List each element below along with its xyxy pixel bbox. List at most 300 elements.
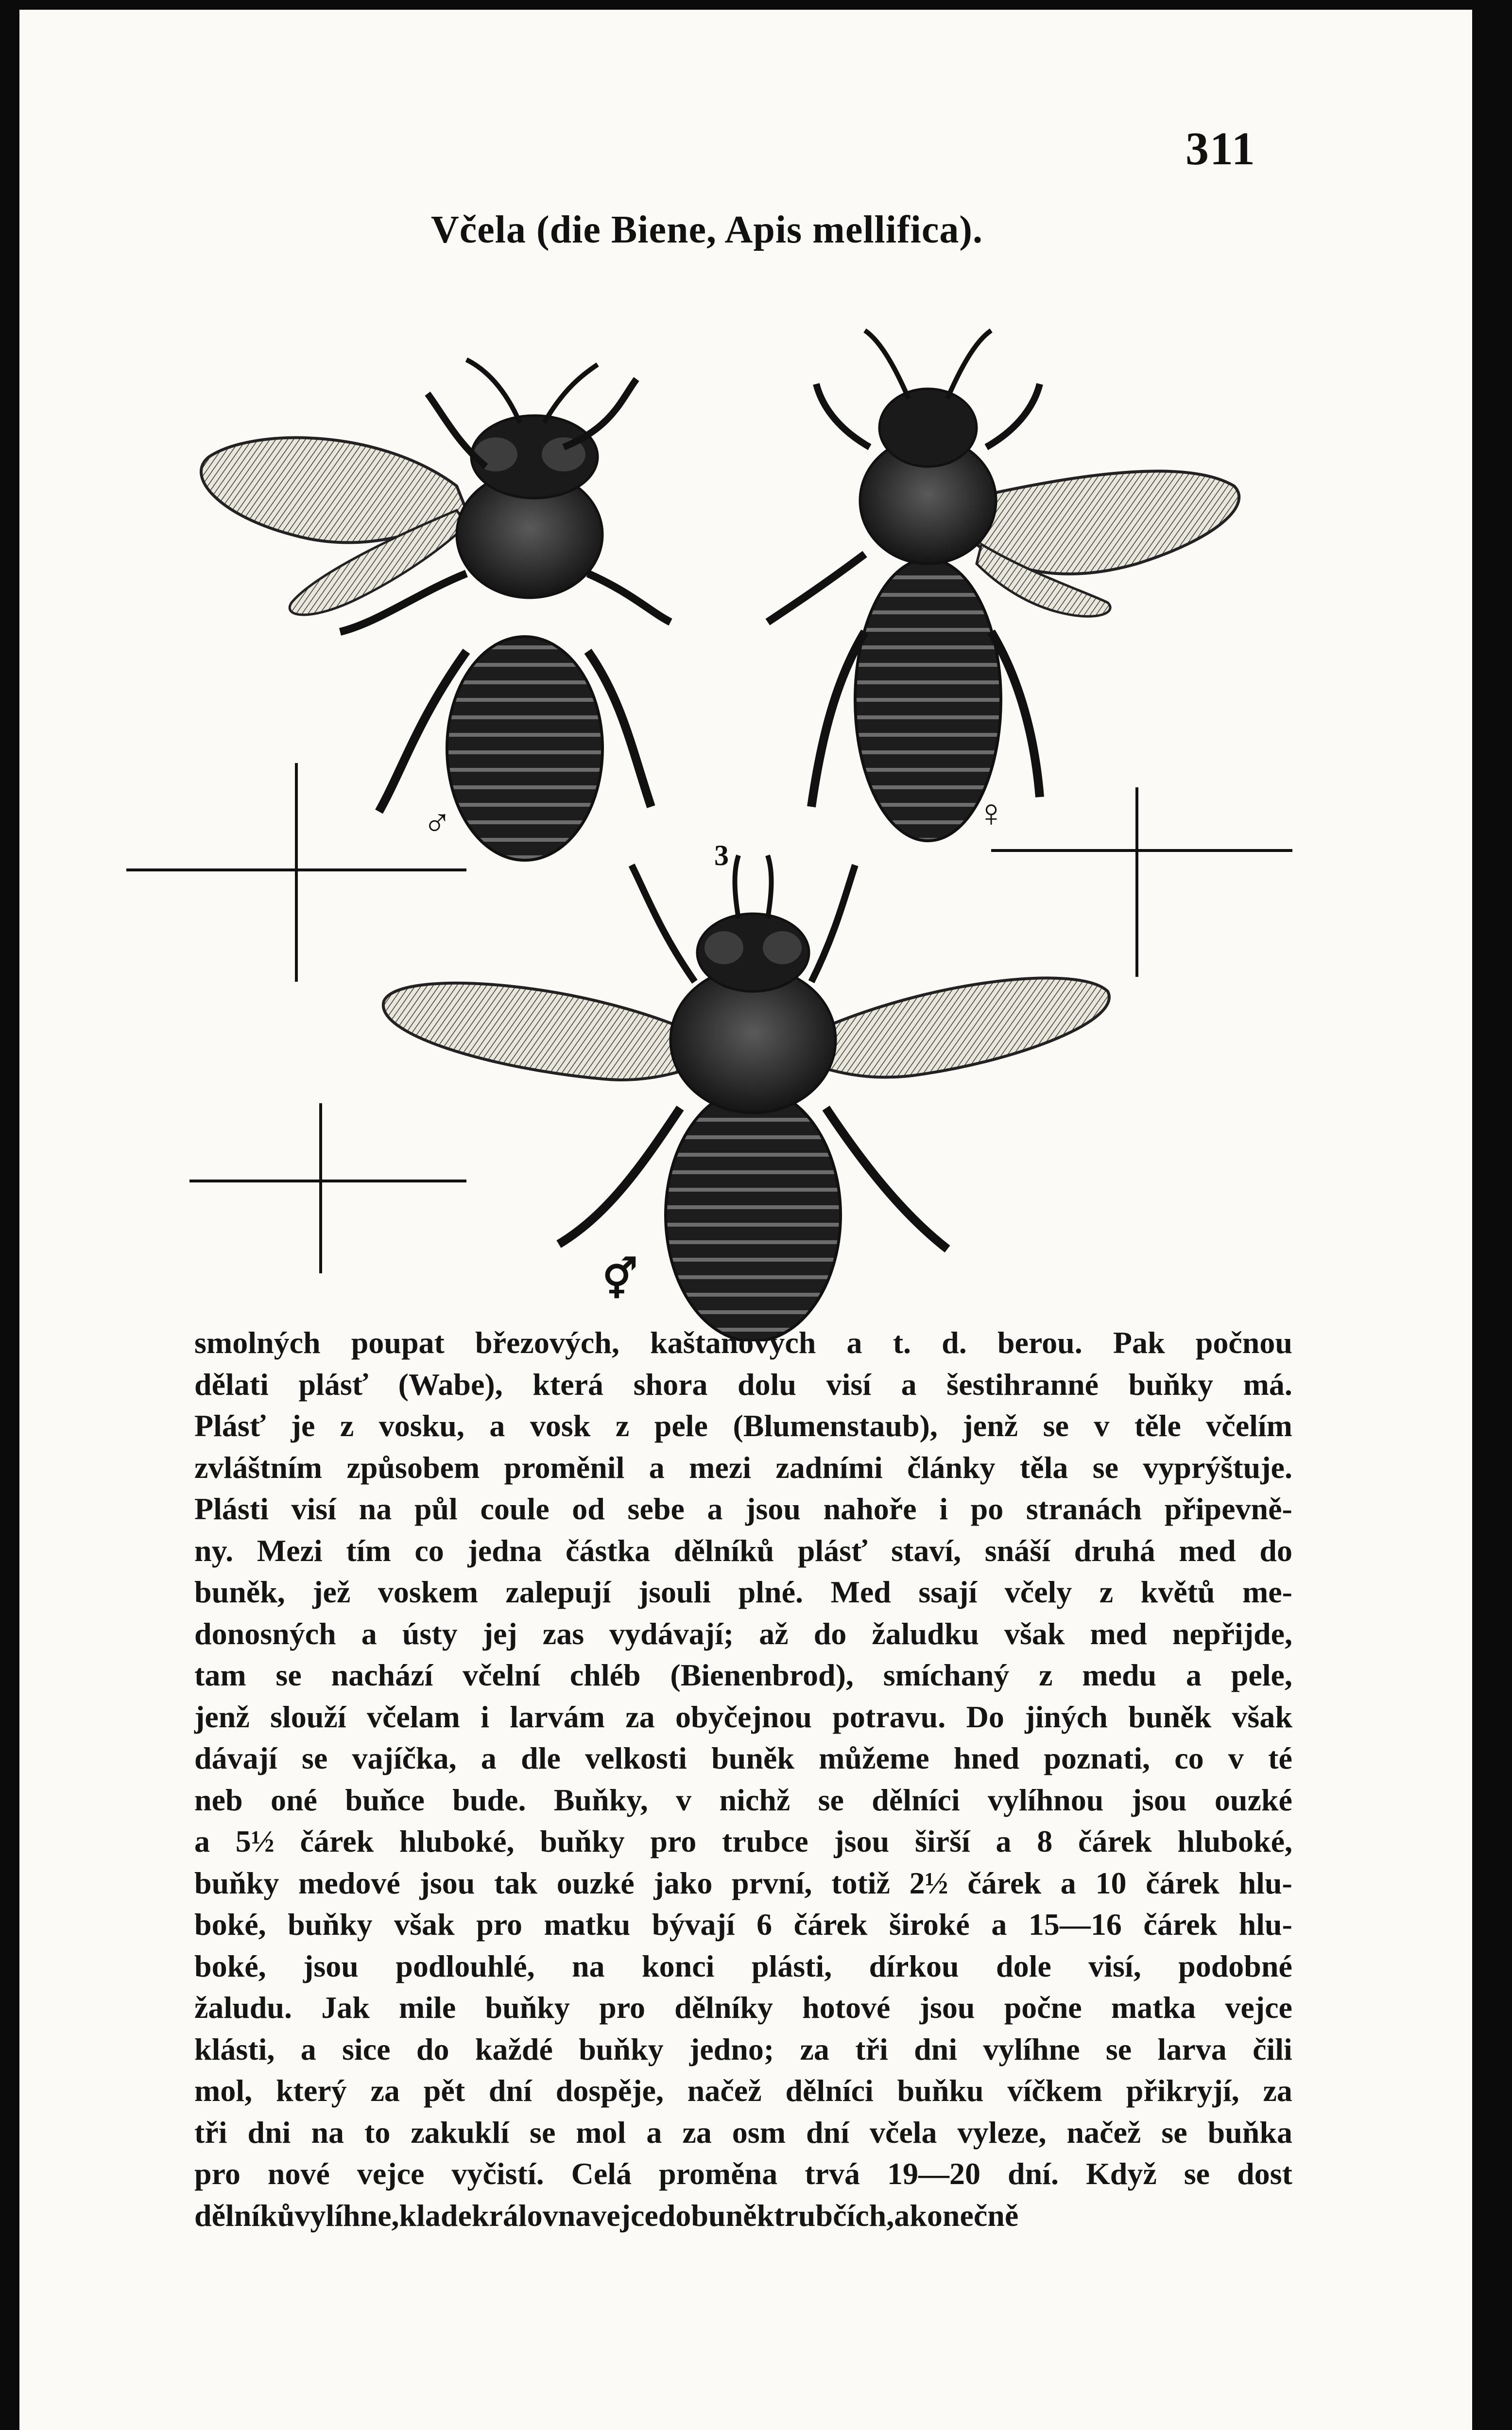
text-line-15 [194,1904,1292,1945]
word: Celá [571,2156,632,2191]
word: poupat [351,1325,445,1360]
word: za [370,2073,400,2108]
word: chléb [569,1658,641,1692]
word: a [894,2198,910,2233]
word: pro [194,2156,241,2191]
word: první, [732,1865,812,1900]
word: medové [298,1865,400,1900]
word: do [416,2031,449,2066]
word: šestihranné [946,1367,1099,1402]
word: visí, [1088,1948,1141,1983]
word: a [991,1907,1007,1942]
word: pět [423,2073,465,2108]
hermaphrodite-symbol-label: ⚥ [602,1259,638,1302]
word: smíchaný [883,1658,1010,1692]
word: 19—20 [887,2156,980,2191]
bee-figure-queen [768,330,1239,841]
word: načež [1066,2115,1141,2150]
word: čárek [300,1824,374,1858]
word: tři [194,2115,227,2150]
word: jiných [1025,1699,1108,1734]
word: Med [830,1575,891,1609]
word: podobné [1178,1948,1292,1983]
text-line-3 [194,1405,1292,1447]
word: coule [480,1492,550,1526]
text-line-21 [194,2153,1292,2195]
word: žaludku [872,1616,979,1651]
word: velkosti [585,1741,687,1775]
text-line-5 [194,1488,1292,1530]
word: a [846,1325,862,1360]
word: mezi [689,1450,751,1485]
word: buňku [897,2073,984,2108]
word: a [194,1824,210,1858]
word: d. [942,1325,967,1360]
word: larva [1157,2031,1227,2066]
word: hluboké, [399,1824,515,1858]
word: za [625,1699,655,1734]
word: mol [576,2115,626,2150]
word: tím [346,1533,391,1568]
word: dávají [194,1741,277,1775]
word: buňky [194,1865,279,1900]
word: klade [399,2198,472,2233]
word: vajíčka, [352,1741,457,1775]
word: vyčistí. [451,2156,544,2191]
word: vylíhne, [294,2198,399,2233]
word: proměnil [504,1450,625,1485]
text-line-9 [194,1654,1292,1696]
word: plásti, [751,1948,832,1983]
word: buňky [288,1907,373,1942]
word: (Bienenbrod), [670,1658,854,1692]
word: zakuklí [411,2115,510,2150]
word: buněk [691,2198,774,2233]
bee-figure-worker [201,360,670,860]
word: pele, [1231,1658,1292,1692]
word: stranách [1026,1492,1142,1526]
word: buňky [540,1824,625,1858]
word: Do [966,1699,1004,1734]
word: a [481,1741,497,1775]
word: med [1090,1616,1147,1651]
word: mile [399,1990,456,2025]
word: buněk, [194,1575,285,1609]
word: vejce [1225,1990,1292,2025]
word: v [1228,1741,1244,1775]
word: se [1184,2156,1210,2191]
word: čárek [1143,1907,1218,1942]
word: dospěje, [555,2073,664,2108]
word: boké, [194,1948,266,1983]
word: sice [342,2031,391,2066]
word: i [481,1699,489,1734]
word: a [707,1492,723,1526]
text-line-1 [194,1322,1292,1364]
plate-title: Včela (die Biene, Apis mellifica). [430,208,983,251]
word: články [907,1450,996,1485]
word: trubčích, [774,2198,894,2233]
word: se [1105,2031,1132,2066]
word: té [1268,1741,1292,1775]
text-line-2 [194,1364,1292,1406]
word: buňky [485,1990,570,2025]
word: ssají [918,1575,978,1609]
word: která [533,1367,603,1402]
word: pele [654,1408,708,1443]
text-line-20 [194,2112,1292,2153]
word: však [1004,1616,1065,1651]
word: do [1259,1533,1292,1568]
word: každé [475,2031,553,2066]
text-line-4 [194,1447,1292,1489]
word: počne [1004,1990,1082,2025]
word: nachází [331,1658,433,1692]
body-text [194,1322,1292,2236]
word: (Blumenstaub), [733,1408,938,1443]
word: zadními [775,1450,883,1485]
word: vosku, [378,1408,464,1443]
word: to [364,2115,391,2150]
word: medu [1082,1658,1157,1692]
word: však [1232,1699,1292,1734]
word: larvám [510,1699,605,1734]
word: pro [650,1824,697,1858]
text-line-6 [194,1530,1292,1572]
word: jej [482,1616,517,1651]
word: boké, [194,1907,266,1942]
word: půl [414,1492,458,1526]
word: a [646,2115,662,2150]
word: hlu- [1238,1865,1292,1900]
word: jsou [419,1865,475,1900]
word: se [1161,2115,1187,2150]
word: bývají [652,1907,735,1942]
word: těla [1019,1450,1068,1485]
word: buňky [1128,1367,1213,1402]
word: včely [1004,1575,1072,1609]
word: březových, [475,1325,619,1360]
word: čili [1253,2031,1292,2066]
word: do [813,1616,847,1651]
word: má. [1243,1367,1292,1402]
word: jsou [303,1948,359,1983]
word: včelím [1206,1408,1292,1443]
word: sebe [627,1492,685,1526]
word: a [996,1824,1012,1858]
word: co [414,1533,444,1568]
word: čárek [1146,1865,1220,1900]
word: ouzké [1214,1782,1292,1817]
word: dírkou [869,1948,959,1983]
word: vejce [357,2156,425,2191]
word: tam [194,1658,246,1692]
word: 5½ [235,1824,275,1858]
word: pro [476,1907,522,1942]
word: vosk [530,1408,591,1443]
word: slouží [270,1699,346,1734]
word: na [572,1948,605,1983]
word: se [1092,1450,1119,1485]
word: proměna [659,2156,778,2191]
word: jenž [194,1699,250,1734]
word: plásť [298,1367,369,1402]
word: mol, [194,2073,253,2108]
word: z [1099,1575,1114,1609]
text-line-8 [194,1613,1292,1655]
word: se [1043,1408,1069,1443]
word: dost [1237,2156,1292,2191]
word: dělníci [785,2073,874,2108]
word: v [1094,1408,1110,1443]
word: jsou [745,1492,801,1526]
word: Plásti [194,1492,269,1526]
text-line-17 [194,1987,1292,2029]
word: ouzké [556,1865,635,1900]
word: za [1263,2073,1292,2108]
word: a [361,1616,377,1651]
word: se [275,1658,302,1692]
word: Buňky, [553,1782,648,1817]
word: počnou [1195,1325,1292,1360]
word: těle [1134,1408,1181,1443]
word: buňce [345,1782,425,1817]
word: dní. [1007,2156,1059,2191]
word: dělati [194,1367,269,1402]
word: co [1174,1741,1204,1775]
word: a [300,2031,316,2066]
word: na [311,2115,344,2150]
word: potravu. [832,1699,946,1734]
word: hluboké, [1177,1824,1292,1858]
word: smolných [194,1325,321,1360]
word: nepřijde, [1172,1616,1292,1651]
word: hlu- [1238,1907,1292,1942]
word: (Wabe), [398,1367,503,1402]
word: je [291,1408,315,1443]
text-line-11 [194,1737,1292,1779]
word: tak [494,1865,537,1900]
word: jsouli [638,1575,711,1609]
word: zalepují [505,1575,611,1609]
male-symbol-label: ♂ [423,802,452,845]
word: nahoře [823,1492,917,1526]
word: druhá [1074,1533,1155,1568]
word: vylíhne [983,2031,1080,2066]
word: z [340,1408,354,1443]
word: a [901,1367,917,1402]
word: pro [599,1990,645,2025]
word: jenž [962,1408,1018,1443]
word: 8 [1037,1824,1053,1858]
word: snáší [984,1533,1050,1568]
text-line-10 [194,1696,1292,1738]
word: a [1186,1658,1202,1692]
word: Když [1085,2156,1157,2191]
word: klásti, [194,2031,275,2066]
word: trvá [805,2156,860,2191]
word: včela [869,2115,937,2150]
word: totiž [831,1865,890,1900]
word: a [489,1408,505,1443]
bee-illustration [107,282,1322,1341]
word: 2½ [909,1865,948,1900]
word: Jak [321,1990,370,2025]
word: vydávají; [609,1616,734,1651]
word: a [1060,1865,1076,1900]
word: zvláštním [194,1450,323,1485]
word: dle [521,1741,561,1775]
word: buňka [1207,2115,1292,2150]
word: jsou [919,1990,975,2025]
word: nové [267,2156,330,2191]
word: neb [194,1782,243,1817]
word: víčkem [1007,2073,1102,2108]
text-line-12 [194,1779,1292,1821]
word: Mezi [257,1533,323,1568]
word: berou. [997,1325,1082,1360]
word: jako [653,1865,713,1900]
word: vyprýštuje. [1143,1450,1292,1485]
word: včelam [366,1699,460,1734]
word: však [394,1907,455,1942]
word: hned [953,1741,1020,1775]
word: dní [806,2115,849,2150]
word: čárek [793,1907,868,1942]
word: včelní [463,1658,541,1692]
word: který [275,2073,347,2108]
word: od [572,1492,605,1526]
word: donosných [194,1616,336,1651]
word: med [1179,1533,1236,1568]
word: můžeme [819,1741,929,1775]
word: po [970,1492,1004,1526]
word: oné [270,1782,317,1817]
word: trubce [722,1824,808,1858]
word: nichž [719,1782,790,1817]
word: způsobem [346,1450,480,1485]
word: visí [291,1492,336,1526]
word: dolu [738,1367,796,1402]
word: vyleze, [957,2115,1047,2150]
word: jedno; [689,2031,774,2066]
word: Pak [1113,1325,1165,1360]
word: v [676,1782,692,1817]
word: žaludu. [194,1990,292,2025]
word: ústy [402,1616,458,1651]
figure-number-3: 3 [714,839,729,871]
text-line-19 [194,2070,1292,2112]
word: královna [471,2198,591,2233]
word: me- [1242,1575,1292,1609]
word: vejce [591,2198,658,2233]
word: jsou [1131,1782,1187,1817]
word: plásť [797,1533,868,1568]
word: dělníci [872,1782,960,1817]
book-page [19,10,1472,2430]
word: dělníků [194,2198,295,2233]
word: širší [914,1824,970,1858]
text-line-18 [194,2029,1292,2070]
text-line-16 [194,1945,1292,1987]
word: se [301,1741,328,1775]
word: matka [1111,1990,1196,2025]
word: bude. [452,1782,526,1817]
word: poznati, [1044,1741,1150,1775]
text-line-22 [194,2195,1292,2237]
word: za [800,2031,829,2066]
word: za [682,2115,712,2150]
word: dole [996,1948,1051,1983]
word: dni [914,2031,958,2066]
word: staví, [891,1533,962,1568]
word: buněk [711,1741,794,1775]
text-line-7 [194,1571,1292,1613]
word: květů [1140,1575,1215,1609]
word: dělníky [674,1990,773,2025]
word: ny. [194,1533,234,1568]
text-line-13 [194,1821,1292,1862]
word: na [359,1492,392,1526]
female-symbol-label: ♀ [977,792,1006,835]
word: obyčejnou [675,1699,812,1734]
word: se [530,2115,556,2150]
word: tři [855,2031,888,2066]
word: buněk [1128,1699,1212,1734]
word: se [818,1782,844,1817]
word: konci [642,1948,715,1983]
word: částka [565,1533,651,1568]
word: i [939,1492,948,1526]
word: buňky [579,2031,664,2066]
page-number: 311 [1186,122,1256,174]
word: vylíhnou [987,1782,1104,1817]
word: čárek [1078,1824,1152,1858]
word: plné. [738,1575,804,1609]
word: dělníků [673,1533,774,1568]
word: Plásť [194,1408,266,1443]
word: 15—16 [1028,1907,1122,1942]
word: jsou [834,1824,890,1858]
word: přikryjí, [1126,2073,1239,2108]
word: konečně [910,2198,1019,2233]
word: 6 [756,1907,773,1942]
word: zas [542,1616,584,1651]
word: jedna [467,1533,542,1568]
word: hotové [802,1990,891,2025]
word: připevně- [1164,1492,1292,1526]
text-line-14 [194,1862,1292,1904]
word: jež [312,1575,351,1609]
word: kaštanových [650,1325,816,1360]
word: shora [633,1367,708,1402]
word: visí [826,1367,872,1402]
word: až [759,1616,789,1651]
word: matku [544,1907,631,1942]
word: dni [247,2115,291,2150]
word: voskem [378,1575,479,1609]
word: z [615,1408,630,1443]
word: z [1039,1658,1053,1692]
word: dní [488,2073,532,2108]
bee-illustration-plate [107,282,1322,1341]
word: 10 [1095,1865,1127,1900]
word: podlouhlé, [395,1948,535,1983]
word: osm [732,2115,786,2150]
bee-figure-drone [383,855,1109,1341]
word: t. [893,1325,911,1360]
word: široké [889,1907,970,1942]
